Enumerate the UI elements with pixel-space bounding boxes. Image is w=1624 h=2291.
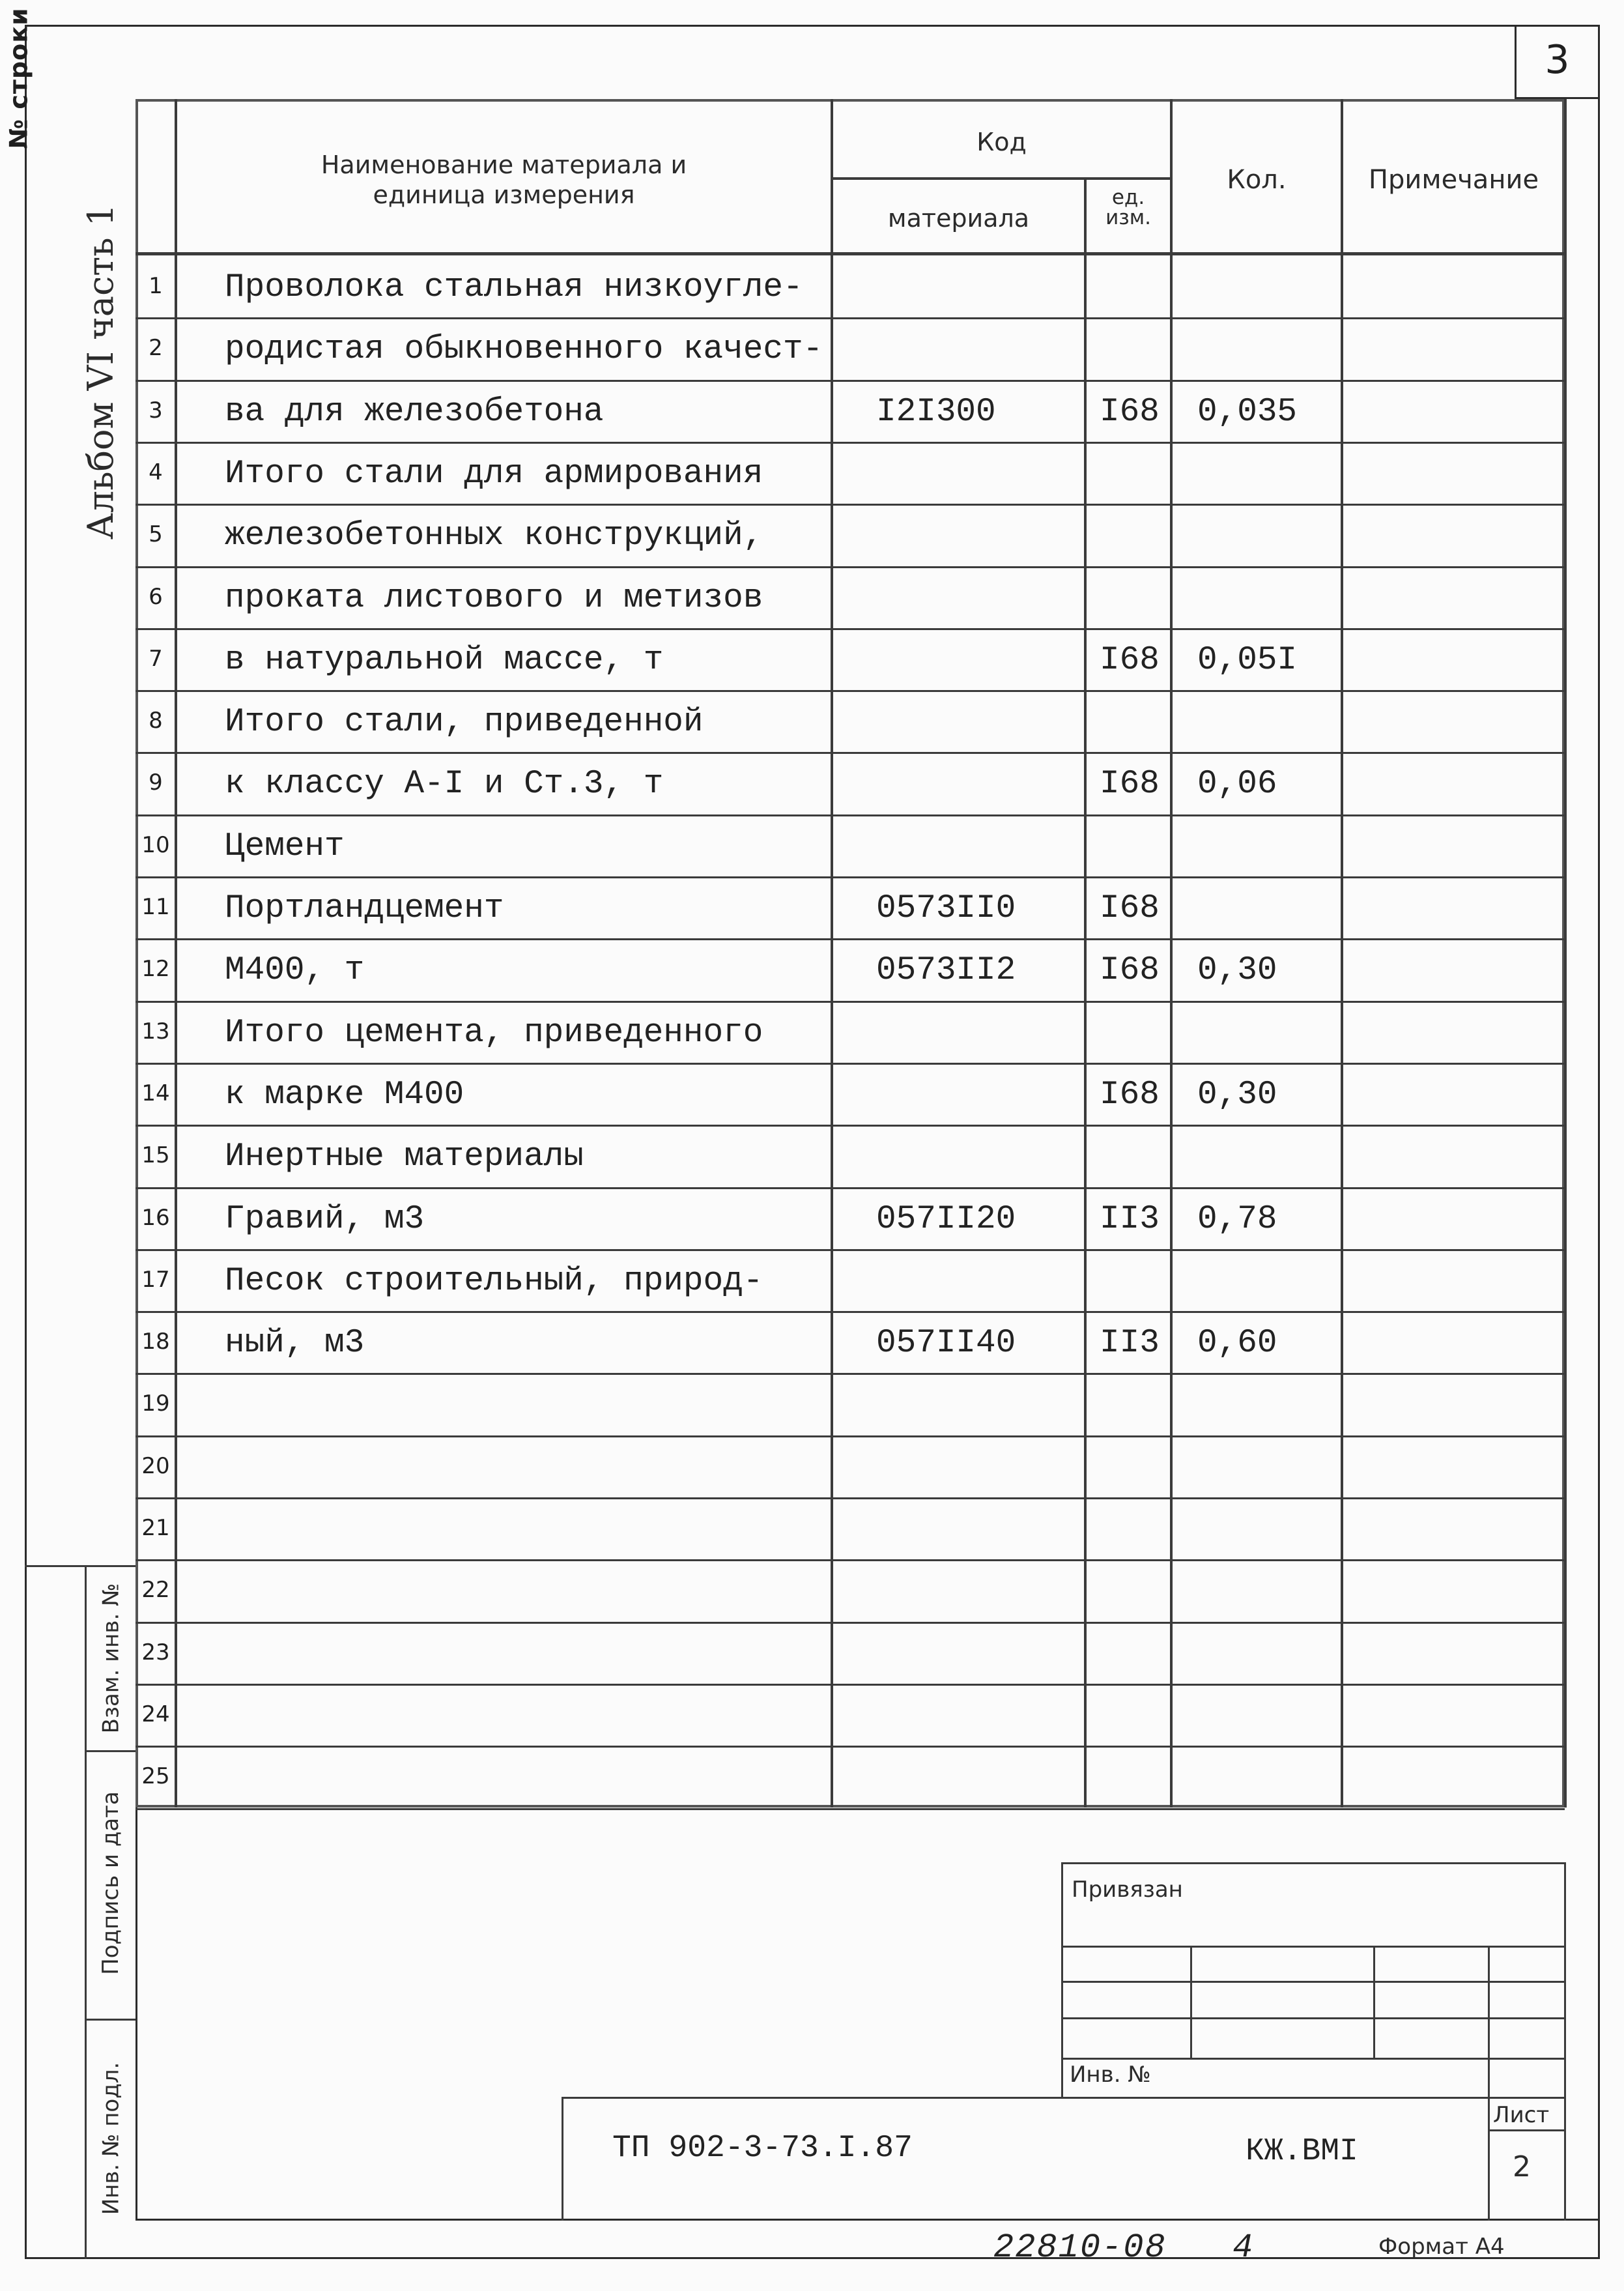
row-number: 4 (149, 459, 163, 485)
material-name-cell: Песок строительный, природ- (225, 1263, 763, 1300)
row-number: 11 (141, 894, 170, 920)
material-name-header (180, 150, 828, 210)
row-line (135, 1435, 1565, 1437)
material-name-cell: ный, м3 (225, 1325, 365, 1362)
header-hline-2 (135, 252, 1565, 255)
stamp-grid-vline-1 (1190, 1946, 1192, 2058)
row-number: 13 (141, 1018, 170, 1045)
row-number: 10 (141, 832, 170, 858)
material-name-cell: родистая обыкновенного качест- (225, 331, 823, 368)
row-line (135, 380, 1565, 382)
header-vline-1 (175, 99, 177, 1808)
row-line (135, 1249, 1565, 1251)
unit-code-cell: II3 (1100, 1325, 1160, 1362)
footer-extra: 4 (1232, 2228, 1255, 2267)
stamp-doc-code: ТП 902-3-73.I.87 (612, 2131, 913, 2166)
row-number: 17 (141, 1267, 170, 1293)
side-top-line (25, 1565, 135, 1567)
material-name-cell: Проволока стальная низкоугле- (225, 269, 803, 306)
header-hline-1 (833, 177, 1170, 180)
side-vzam-label: Взам. инв. № (98, 1583, 124, 1734)
row-number: 5 (149, 521, 163, 547)
stamp-inv-no: Инв. № (1070, 2062, 1151, 2088)
row-line (135, 1808, 1565, 1810)
unit-header-line2: изм. (1105, 206, 1151, 229)
stamp-sheet-divider (1488, 2129, 1564, 2131)
row-number: 9 (149, 770, 163, 796)
row-number: 1 (149, 273, 163, 299)
material-name-cell: Гравий, м3 (225, 1201, 425, 1238)
row-number: 21 (141, 1515, 170, 1541)
row-line (135, 566, 1565, 568)
material-code-cell: 0573II0 (876, 890, 1016, 927)
row-line (135, 1684, 1565, 1686)
quantity-cell: 0,06 (1197, 766, 1277, 803)
stamp-grid-vline-3 (1488, 1946, 1490, 2221)
material-name-cell: проката листового и метизов (225, 580, 763, 617)
material-code-header: материала (887, 204, 1030, 233)
row-number: 19 (141, 1390, 170, 1417)
material-code-cell: 0573II2 (876, 952, 1016, 989)
stamp-sheet-code: КЖ.ВМI (1246, 2134, 1358, 2169)
material-name-cell: в натуральной массе, т (225, 642, 664, 679)
quantity-cell: 0,05I (1197, 642, 1298, 679)
row-number: 2 (149, 335, 163, 361)
row-number: 24 (141, 1701, 170, 1727)
row-number: 8 (149, 708, 163, 734)
unit-code-cell: II3 (1100, 1201, 1160, 1238)
quantity-cell: 0,30 (1197, 952, 1277, 989)
row-line (135, 876, 1565, 878)
format-label: Формат А4 (1378, 2234, 1505, 2260)
quantity-header: Кол. (1227, 165, 1287, 195)
side-divider-2 (85, 2019, 135, 2021)
page-number: 3 (1545, 37, 1570, 83)
stamp-grid-vline-2 (1373, 1946, 1375, 2058)
unit-header (1087, 188, 1170, 228)
material-name-cell: М400, т (225, 952, 365, 989)
row-number: 20 (141, 1453, 170, 1479)
row-line (135, 938, 1565, 940)
row-line (135, 1497, 1565, 1499)
material-name-cell: Цемент (225, 828, 345, 865)
material-code-cell: 057II20 (876, 1201, 1016, 1238)
row-number: 22 (141, 1577, 170, 1603)
side-divider-1 (85, 1750, 135, 1752)
header-vline-6 (1564, 99, 1567, 1808)
quantity-cell: 0,30 (1197, 1076, 1277, 1114)
stamp-main-left (562, 2097, 563, 2221)
unit-code-cell: I68 (1100, 890, 1160, 927)
row-number: 12 (141, 956, 170, 982)
header-vline-3 (1084, 177, 1087, 1808)
header-vline-4 (1170, 99, 1173, 1808)
row-line (135, 1187, 1565, 1189)
quantity-cell: 0,78 (1197, 1201, 1277, 1238)
row-number: 6 (149, 584, 163, 610)
row-line (135, 442, 1565, 444)
row-line (135, 1001, 1565, 1003)
row-line (135, 1559, 1565, 1561)
stamp-right-line (1564, 1862, 1566, 2221)
unit-code-cell: I68 (1100, 394, 1160, 431)
material-name-cell: железобетонных конструкций, (225, 517, 763, 555)
note-header: Примечание (1368, 165, 1539, 195)
material-name-cell: к классу А-I и Ст.3, т (225, 766, 664, 803)
unit-code-cell: I68 (1100, 642, 1160, 679)
material-name-cell: Инертные материалы (225, 1138, 584, 1175)
album-label: Альбом VI часть 1 (80, 203, 122, 540)
material-name-header-line1: Наименование материала и (321, 151, 687, 179)
material-name-cell: Итого стали, приведенной (225, 704, 704, 741)
stamp-left-line (1061, 1862, 1063, 2097)
row-line (135, 814, 1565, 816)
row-number: 15 (141, 1142, 170, 1168)
stamp-sheet-label: Лист (1493, 2102, 1550, 2128)
material-code-cell: 057II40 (876, 1325, 1016, 1362)
row-line (135, 1746, 1565, 1748)
side-inv-label: Инв. № подл. (98, 2062, 124, 2215)
material-name-cell: ва для железобетона (225, 394, 604, 431)
material-name-cell: Итого цемента, приведенного (225, 1015, 763, 1052)
footer-number: 22810-08 (993, 2228, 1167, 2267)
unit-code-cell: I68 (1100, 766, 1160, 803)
material-code-cell: I2I300 (876, 394, 996, 431)
row-line (135, 628, 1565, 630)
row-number: 7 (149, 646, 163, 672)
side-podpis-label: Подпись и дата (98, 1791, 124, 1975)
unit-code-cell: I68 (1100, 952, 1160, 989)
quantity-cell: 0,035 (1197, 394, 1298, 431)
unit-code-cell: I68 (1100, 1076, 1160, 1114)
stamp-main-top (562, 2097, 1564, 2099)
row-number: 25 (141, 1763, 170, 1789)
stamp-top-line (1061, 1862, 1564, 1864)
quantity-cell: 0,60 (1197, 1325, 1277, 1362)
row-line (135, 1063, 1565, 1065)
row-line (135, 317, 1565, 319)
row-number: 14 (141, 1080, 170, 1106)
row-number: 18 (141, 1329, 170, 1355)
header-vline-2 (831, 99, 833, 1808)
stamp-privyazan: Привязан (1072, 1877, 1183, 1903)
row-number-header: № строки (5, 7, 34, 149)
row-number: 23 (141, 1639, 170, 1665)
row-line (135, 1125, 1565, 1127)
row-line (135, 504, 1565, 506)
unit-header-line1: ед. (1111, 186, 1145, 209)
row-line (135, 752, 1565, 754)
material-name-cell: к марке М400 (225, 1076, 464, 1114)
row-line (135, 1373, 1565, 1375)
material-name-cell: Итого стали для армирования (225, 455, 763, 493)
code-header: Код (976, 128, 1027, 156)
row-line (135, 690, 1565, 692)
stamp-sheet-value: 2 (1513, 2150, 1531, 2183)
material-name-cell: Портландцемент (225, 890, 504, 927)
row-line (135, 1622, 1565, 1624)
row-number: 3 (149, 397, 163, 424)
header-vline-5 (1341, 99, 1343, 1808)
row-number: 16 (141, 1205, 170, 1231)
row-line (135, 1311, 1565, 1313)
material-name-header-line2: единица измерения (373, 180, 635, 210)
